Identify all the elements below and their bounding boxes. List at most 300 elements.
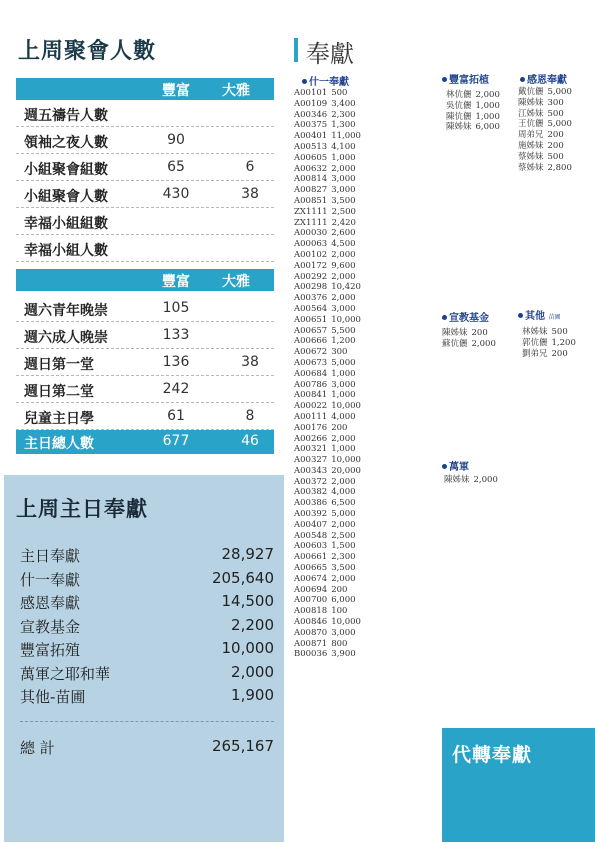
donor-id: ZX1111 [294, 217, 328, 228]
donation-amount: 5,500 [331, 325, 356, 336]
donation-amount: 1,000 [475, 111, 500, 122]
row-value-fengfu: 61 [167, 408, 185, 424]
donation-amount: 2,000 [331, 573, 356, 584]
donor-id: A00672 [294, 347, 328, 358]
donor-id: A00665 [294, 563, 328, 574]
donation-entry [294, 228, 361, 239]
donation-amount: 2,300 [331, 552, 356, 563]
donation-entry [294, 207, 361, 218]
donation-amount: 2,000 [331, 163, 356, 174]
offering-summary-panel [4, 475, 284, 842]
offering-total-label: 總 計 [20, 739, 55, 757]
donor-id: A00030 [294, 228, 328, 239]
row-label: 週五禱告人數 [24, 108, 108, 124]
column-header-fengfu: 豐富 [162, 274, 190, 290]
donation-entry [442, 328, 496, 339]
row-label: 週六成人晚崇 [24, 330, 108, 346]
donor-id: 林伉儷 [446, 90, 472, 100]
donation-entry [294, 541, 361, 552]
donation-entry [294, 185, 361, 196]
attendance-row [16, 295, 274, 322]
donation-amount: 200 [331, 422, 348, 433]
donation-entry [518, 152, 572, 163]
donation-amount: 2,000 [331, 519, 356, 530]
offering-total-value: 265,167 [211, 737, 274, 755]
donor-id: 周弟兄 [518, 130, 544, 141]
donation-entry [446, 90, 500, 101]
donation-entry [294, 531, 361, 542]
donor-id: A00102 [294, 249, 328, 260]
donation-amount: 20,000 [331, 465, 361, 476]
donation-entry [294, 606, 361, 617]
offering-label: 主日奉獻 [20, 547, 81, 565]
donation-entry [518, 130, 572, 141]
donor-id: ZX1111 [294, 206, 328, 217]
donation-amount: 1,000 [331, 368, 356, 379]
donor-id: A00392 [294, 509, 328, 520]
category-fengfu: 豐富拓植 [442, 71, 489, 86]
row-label: 小組聚會組數 [24, 162, 108, 178]
donor-id: A00694 [294, 584, 328, 595]
donation-amount: 1,000 [475, 100, 500, 111]
donor-id: A00513 [294, 141, 328, 152]
donation-entry [446, 122, 500, 133]
donation-entry [294, 153, 361, 164]
donation-amount: 6,500 [331, 498, 356, 509]
donation-amount: 2,500 [331, 530, 356, 541]
donor-id: A00292 [294, 271, 328, 282]
donation-entry [294, 477, 361, 488]
donation-amount: 1,500 [331, 541, 356, 552]
total-daya: 46 [241, 433, 259, 449]
row-value-fengfu: 242 [162, 381, 190, 397]
donation-entry [294, 639, 361, 650]
donation-entry [294, 110, 361, 121]
donation-amount: 3,000 [331, 627, 356, 638]
offering-row [20, 616, 274, 640]
donation-amount: 10,420 [331, 282, 361, 293]
donor-id: B00036 [294, 649, 328, 660]
row-value-fengfu: 136 [162, 354, 190, 370]
donor-id: A00673 [294, 357, 328, 368]
attendance-row [16, 235, 274, 262]
bullet-icon [518, 313, 523, 318]
donation-entry [294, 99, 361, 110]
donation-entry [294, 401, 361, 412]
donation-entry [294, 434, 361, 445]
donation-entry [518, 109, 572, 120]
donation-entry [294, 563, 361, 574]
attendance-rows-1 [16, 100, 274, 262]
transfer-offering-title: 代轉奉獻 [452, 744, 533, 766]
donation-entry [294, 628, 361, 639]
offerings-title: 奉獻 [306, 40, 354, 68]
donor-id: A00407 [294, 519, 328, 530]
donor-id: A00386 [294, 498, 328, 509]
donation-amount: 1,300 [331, 120, 356, 131]
donation-entry [294, 239, 361, 250]
attendance-row [16, 376, 274, 403]
donation-entry [294, 88, 361, 99]
donor-id: A00605 [294, 152, 328, 163]
donation-entry [294, 552, 361, 563]
donation-amount: 5,000 [547, 87, 572, 97]
donation-amount: 500 [547, 151, 564, 162]
donation-entry [294, 164, 361, 175]
category-thanks: 感恩奉獻 [520, 71, 567, 86]
column-header-daya: 大雅 [222, 274, 250, 290]
donation-amount: 3,000 [331, 174, 356, 185]
row-value-fengfu: 105 [162, 300, 190, 316]
donation-amount: 2,000 [331, 249, 356, 260]
donation-entry [294, 617, 361, 628]
offering-row [20, 592, 274, 616]
donation-amount: 300 [547, 97, 564, 108]
category-tithe: 什一奉獻 [302, 73, 349, 88]
donation-entry [294, 293, 361, 304]
donation-amount: 300 [331, 347, 348, 358]
donor-id: A00101 [294, 88, 328, 98]
donor-id: A00172 [294, 260, 328, 271]
donation-entry [294, 315, 361, 326]
donation-entry [444, 475, 498, 486]
donation-entry [294, 174, 361, 185]
row-label: 小組聚會人數 [24, 189, 108, 205]
attendance-row [16, 100, 274, 127]
donation-entry [294, 261, 361, 272]
row-value-daya: 6 [245, 159, 255, 175]
row-label: 週六青年晚崇 [24, 303, 108, 319]
donation-amount: 200 [551, 348, 568, 359]
donation-entry [518, 98, 572, 109]
donation-amount: 4,100 [331, 141, 356, 152]
donor-id: 郭伉儷 [522, 337, 548, 348]
donor-id: A00846 [294, 617, 328, 628]
category-wanjun: 萬軍 [442, 458, 469, 473]
donor-id: A00632 [294, 163, 328, 174]
donor-id: 吳伉儷 [446, 100, 472, 111]
row-value-daya: 38 [241, 186, 259, 202]
donation-amount: 3,500 [331, 563, 356, 574]
row-label: 週日第二堂 [24, 384, 94, 400]
donation-amount: 2,600 [331, 228, 356, 239]
donor-id: 陳姊妹 [442, 328, 468, 338]
donation-entry [294, 336, 361, 347]
donation-entry [294, 466, 361, 477]
donation-amount: 1,200 [551, 337, 576, 348]
donation-amount: 2,000 [475, 90, 500, 100]
donor-id: 蔡姊妹 [518, 162, 544, 173]
donor-id: 林姊妹 [522, 327, 548, 337]
offering-label: 豐富拓殖 [20, 641, 81, 659]
donor-id: A00657 [294, 325, 328, 336]
donation-entry [294, 498, 361, 509]
donation-amount: 9,600 [331, 260, 356, 271]
donor-id: A00674 [294, 573, 328, 584]
donation-entry [294, 390, 361, 401]
offering-value: 10,000 [221, 639, 274, 657]
donor-id: A00700 [294, 595, 328, 606]
donation-entry [522, 349, 576, 360]
donation-amount: 100 [331, 606, 348, 617]
donation-entry [294, 595, 361, 606]
donor-id: A00851 [294, 195, 328, 206]
row-value-fengfu: 430 [162, 186, 190, 202]
donation-amount: 2,420 [331, 217, 356, 228]
mission-list [442, 328, 496, 350]
donation-amount: 2,300 [331, 109, 356, 120]
total-fengfu: 677 [162, 433, 190, 449]
offering-summary-divider [20, 721, 274, 722]
donor-id: A00109 [294, 98, 328, 109]
donation-amount: 3,900 [331, 649, 356, 660]
offering-value: 2,000 [231, 662, 274, 681]
donation-entry [294, 142, 361, 153]
donation-amount: 3,000 [331, 185, 356, 196]
donor-id: 江姊妹 [518, 108, 544, 119]
donation-entry [518, 119, 572, 130]
donation-amount: 10,000 [331, 617, 361, 628]
donation-entry [294, 120, 361, 131]
offering-label: 感恩奉獻 [20, 594, 81, 612]
donation-amount: 2,000 [331, 476, 356, 487]
donation-amount: 200 [547, 140, 564, 151]
donor-id: A00022 [294, 401, 328, 412]
donation-amount: 10,000 [331, 314, 361, 325]
donor-id: A00343 [294, 465, 328, 476]
offering-row [20, 639, 274, 663]
donation-amount: 10,000 [331, 401, 361, 412]
donation-entry [294, 380, 361, 391]
donation-entry [294, 272, 361, 283]
donation-amount: 6,000 [475, 122, 500, 133]
fengfu-list [446, 90, 500, 133]
donation-amount: 11,000 [331, 131, 361, 142]
category-other: 其他 苗圃 [518, 307, 561, 322]
donor-id: A00827 [294, 185, 328, 196]
donation-amount: 3,000 [331, 303, 356, 314]
donation-amount: 1,200 [331, 336, 356, 347]
donation-amount: 4,000 [331, 411, 356, 422]
donation-amount: 4,000 [331, 487, 356, 498]
wanjun-list [444, 475, 498, 486]
donor-id: A00372 [294, 476, 328, 487]
offering-label: 其他-苗圃 [20, 688, 86, 706]
donation-entry [446, 101, 500, 112]
donor-id: 陳伉儷 [446, 111, 472, 122]
donation-entry [294, 509, 361, 520]
donation-amount: 2,800 [547, 162, 572, 173]
offering-summary-title: 上周主日奉獻 [16, 497, 148, 521]
donor-id: A00603 [294, 541, 328, 552]
row-label: 幸福小組人數 [24, 243, 108, 259]
offering-value: 2,200 [231, 615, 274, 634]
donor-id: A00401 [294, 131, 328, 142]
donation-entry [518, 163, 572, 174]
total-label: 主日總人數 [24, 436, 94, 452]
attendance-rows-2 [16, 295, 274, 430]
bullet-icon [520, 77, 525, 82]
donation-entry [294, 131, 361, 142]
donation-entry [518, 87, 572, 98]
donation-entry [522, 327, 576, 338]
donor-id: A00818 [294, 606, 328, 617]
attendance-row [16, 403, 274, 430]
attendance-table-header [16, 269, 274, 291]
attendance-table-header [16, 78, 274, 100]
donor-id: 蘇伉儷 [442, 338, 468, 349]
offering-label: 什一奉獻 [20, 570, 81, 589]
donor-id: A00266 [294, 433, 328, 444]
attendance-title: 上周聚會人數 [18, 39, 157, 64]
donor-id: A00298 [294, 282, 328, 293]
donation-entry [442, 339, 496, 350]
donation-amount: 1,000 [331, 390, 356, 401]
donation-entry [294, 358, 361, 369]
donation-amount: 200 [471, 328, 488, 338]
donation-entry [294, 455, 361, 466]
attendance-table-2 [16, 269, 274, 454]
donation-entry [294, 412, 361, 423]
donor-id: A00870 [294, 627, 328, 638]
donation-entry [294, 649, 361, 660]
donation-entry [294, 369, 361, 380]
donation-entry [294, 218, 361, 229]
donor-id: 陳姊妹 [444, 475, 470, 485]
donation-entry [294, 423, 361, 434]
donation-amount: 2,000 [473, 475, 498, 485]
row-label: 週日第一堂 [24, 357, 94, 373]
donor-id: A00666 [294, 336, 328, 347]
tithe-list [294, 88, 361, 660]
donor-id: A00786 [294, 379, 328, 390]
row-label: 幸福小組組數 [24, 216, 108, 232]
category-mission: 宣教基金 [442, 309, 489, 324]
donor-id: 蔡姊妹 [518, 151, 544, 162]
donor-id: A00382 [294, 487, 328, 498]
offering-value: 205,640 [211, 568, 274, 587]
donor-id: A00327 [294, 455, 328, 466]
donation-amount: 3,500 [331, 195, 356, 206]
donation-entry [294, 304, 361, 315]
row-label: 領袖之夜人數 [24, 135, 108, 151]
offering-total-row [20, 737, 274, 761]
donor-id: A00321 [294, 444, 328, 455]
attendance-row [16, 181, 274, 208]
attendance-table-1 [16, 78, 274, 262]
donor-id: 陳姊妹 [446, 122, 472, 133]
donor-id: A00651 [294, 314, 328, 325]
bullet-icon [442, 77, 447, 82]
attendance-row [16, 208, 274, 235]
row-value-daya: 8 [245, 408, 255, 424]
offering-row [20, 686, 274, 710]
donor-id: A00684 [294, 368, 328, 379]
donation-amount: 3,400 [331, 98, 356, 109]
bullet-icon [442, 315, 447, 320]
donation-entry [294, 574, 361, 585]
donor-id: A00814 [294, 174, 328, 185]
donation-entry [294, 196, 361, 207]
donation-amount: 1,000 [331, 444, 356, 455]
donation-entry [294, 250, 361, 261]
donation-entry [294, 487, 361, 498]
donation-amount: 6,000 [331, 595, 356, 606]
donation-amount: 500 [547, 108, 564, 119]
row-label: 兒童主日學 [24, 411, 94, 427]
donation-amount: 800 [331, 638, 348, 649]
donor-id: 王伉儷 [518, 119, 544, 130]
donation-amount: 1,000 [331, 152, 356, 163]
donor-id: A00346 [294, 109, 328, 120]
donation-entry [294, 444, 361, 455]
donor-id: A00063 [294, 239, 328, 250]
column-header-fengfu: 豐富 [162, 83, 190, 99]
attendance-row [16, 349, 274, 376]
attendance-row [16, 154, 274, 181]
attendance-row [16, 127, 274, 154]
other-list [522, 327, 576, 359]
donation-entry [294, 347, 361, 358]
attendance-total-row [16, 430, 274, 454]
donation-entry [294, 282, 361, 293]
bullet-icon [302, 79, 307, 84]
donation-amount: 2,000 [331, 293, 356, 304]
donation-amount: 4,500 [331, 239, 356, 250]
donor-id: 劉弟兄 [522, 348, 548, 359]
row-value-fengfu: 90 [167, 132, 185, 148]
offering-label: 宣教基金 [20, 617, 81, 636]
offering-row [20, 545, 274, 569]
donation-amount: 500 [551, 327, 568, 337]
bullet-icon [442, 464, 447, 469]
donor-id: A00375 [294, 120, 328, 131]
donation-amount: 2,500 [331, 206, 356, 217]
donation-amount: 5,000 [547, 119, 572, 130]
donor-id: A00548 [294, 530, 328, 541]
row-value-fengfu: 65 [167, 159, 185, 175]
donation-amount: 500 [331, 88, 348, 98]
donation-amount: 2,000 [331, 433, 356, 444]
donor-id: 陳姊妹 [518, 97, 544, 108]
donation-entry [518, 141, 572, 152]
donation-amount: 3,000 [331, 379, 356, 390]
offering-value: 28,927 [221, 545, 274, 563]
donation-amount: 5,000 [331, 509, 356, 520]
thanks-list [518, 87, 572, 173]
donation-entry [294, 520, 361, 531]
donor-id: A00111 [294, 411, 328, 422]
donation-entry [294, 326, 361, 337]
donation-amount: 200 [331, 584, 348, 595]
other-mark: 苗圃 [548, 314, 561, 321]
donation-amount: 2,000 [331, 271, 356, 282]
donor-id: A00564 [294, 303, 328, 314]
offering-row [20, 663, 274, 687]
donation-amount: 10,000 [331, 455, 361, 466]
donor-id: 戴伉儷 [518, 87, 544, 97]
row-value-fengfu: 133 [162, 327, 190, 343]
donation-entry [522, 338, 576, 349]
donor-id: 施姊妹 [518, 140, 544, 151]
donor-id: A00661 [294, 552, 328, 563]
donor-id: A00871 [294, 638, 328, 649]
offering-row [20, 569, 274, 593]
offering-label: 萬軍之耶和華 [20, 664, 111, 683]
transfer-offering-panel [442, 728, 595, 842]
donation-amount: 200 [547, 130, 564, 141]
donor-id: A00176 [294, 422, 328, 433]
